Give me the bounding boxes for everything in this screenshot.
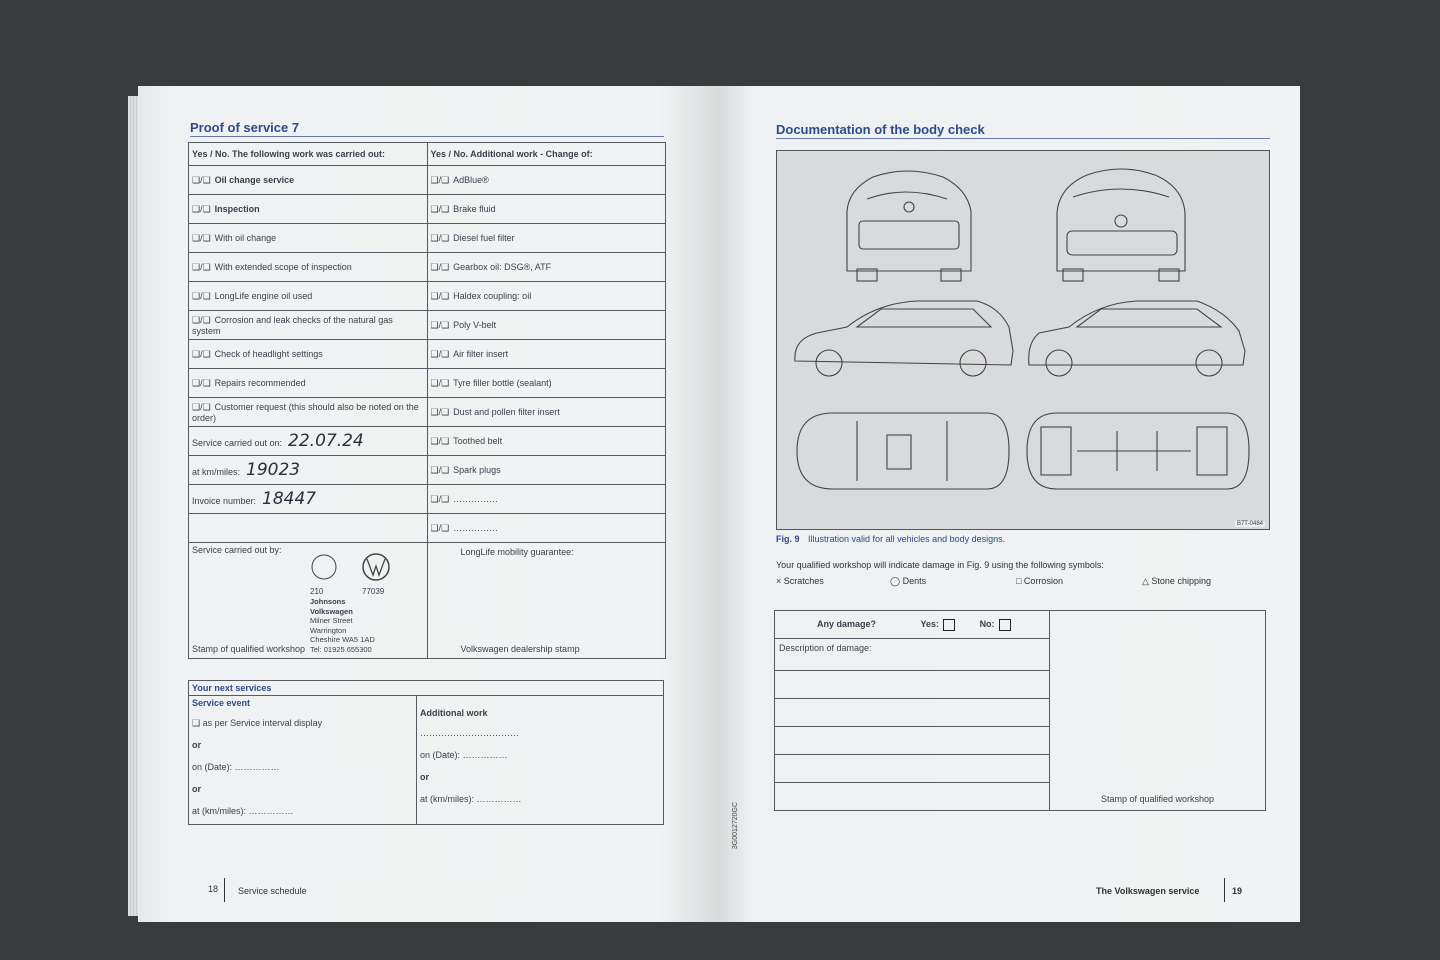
table-row	[189, 427, 666, 456]
checkbox-pair: ❑/❑	[430, 261, 450, 272]
next-line: on (Date): ……………	[420, 750, 508, 760]
col1-header: Yes / No. The following work was carried out:	[189, 143, 428, 166]
damage-table	[774, 610, 1266, 811]
dealer-stamp-area	[431, 543, 663, 658]
additional-work-label: Additional work	[420, 708, 488, 718]
symbol-dents: ◯ Dents	[890, 576, 927, 586]
row-label: Oil change service	[214, 174, 295, 185]
proof-of-service-title: Proof of service 7	[190, 120, 300, 135]
row-label: Customer request (this should also be noted on the order)	[192, 401, 419, 423]
yes-checkbox[interactable]	[943, 619, 955, 631]
checkbox-pair: ❑/❑	[430, 290, 450, 301]
row-label: Tyre filler bottle (sealant)	[453, 377, 552, 388]
table-row	[189, 514, 666, 543]
description-label: Description of damage:	[779, 643, 872, 653]
stamp-line: Tel: 01925 655300	[310, 644, 372, 654]
km-value: 19023	[246, 460, 301, 480]
checkbox-pair: ❑/❑	[192, 377, 211, 388]
row-label: ……………	[453, 493, 499, 504]
no-checkbox[interactable]	[999, 619, 1011, 631]
right-page-number: 19	[1232, 886, 1243, 896]
service-table	[188, 142, 666, 659]
side-code: 3G0012720GC	[732, 802, 739, 850]
checkbox-pair: ❑/❑	[192, 174, 211, 185]
stamp-line: Cheshire WA5 1AD	[310, 635, 375, 644]
next-left-lines	[192, 712, 413, 822]
row-label: Toothed belt	[453, 435, 503, 446]
title-rule	[776, 138, 1270, 139]
checkbox-pair: ❑/❑	[192, 401, 211, 412]
yes-label: Yes:	[920, 618, 940, 629]
checkbox-pair: ❑/❑	[430, 319, 450, 330]
checkbox-pair: ❑/❑	[430, 348, 450, 359]
row-label: Inspection	[214, 203, 260, 214]
checkbox-pair: ❑/❑	[192, 348, 211, 359]
longlife-label: LongLife mobility guarantee:	[460, 547, 574, 557]
stamp-row	[189, 543, 666, 659]
footer-divider	[1224, 878, 1225, 902]
table-row	[189, 485, 666, 514]
row-label: AdBlue®	[453, 174, 489, 185]
row-label: With oil change	[214, 232, 277, 243]
row-label: Brake fluid	[453, 203, 496, 214]
service-date-value: 22.07.24	[288, 431, 364, 451]
service-booklet	[138, 86, 1300, 922]
next-services-table	[188, 680, 664, 825]
figure-caption-text: Illustration valid for all vehicles and body designs.	[808, 534, 1006, 544]
left-page	[138, 86, 718, 922]
row-label: Gearbox oil: DSG®, ATF	[453, 261, 552, 272]
next-line: on (Date): ……………	[192, 762, 280, 772]
workshop-stamp-area	[192, 543, 424, 658]
row-label: Air filter insert	[453, 348, 509, 359]
stamp-label: Stamp of qualified workshop	[192, 644, 306, 654]
stamp-line: Volkswagen	[310, 606, 353, 616]
checkbox-pair: ❑/❑	[430, 203, 450, 214]
figure-code: B7T-0484	[1236, 521, 1263, 527]
invoice-label: Invoice number:	[192, 496, 257, 506]
next-right-lines	[420, 722, 660, 810]
table-row	[189, 311, 666, 340]
table-row	[189, 369, 666, 398]
table-row	[189, 340, 666, 369]
footer-divider	[224, 878, 225, 902]
next-line: or	[420, 772, 429, 782]
description-line	[775, 783, 1050, 811]
checkbox-pair: ❑/❑	[192, 261, 211, 272]
checkbox-pair: ❑/❑	[192, 290, 211, 301]
next-line: or	[192, 784, 201, 794]
checkbox-pair: ❑/❑	[192, 203, 211, 214]
no-label: No:	[979, 618, 995, 629]
row-label: Check of headlight settings	[214, 348, 323, 359]
service-date-label: Service carried out on:	[192, 438, 283, 448]
left-page-number: 18	[208, 884, 219, 894]
checkbox-pair: ❑/❑	[192, 232, 211, 243]
title-rule	[190, 136, 664, 137]
figure-label: Fig. 9	[776, 534, 800, 544]
km-label: at km/miles:	[192, 467, 241, 477]
symbol-scratches: × Scratches	[776, 576, 824, 586]
table-row	[189, 224, 666, 253]
dealer-stamp-label: Volkswagen dealership stamp	[460, 644, 580, 654]
next-line: at (km/miles): ……………	[420, 794, 522, 804]
row-label: With extended scope of inspection	[214, 261, 352, 272]
row-label: Dust and pollen filter insert	[453, 406, 560, 417]
carried-by-label: Service carried out by:	[192, 545, 282, 555]
table-row	[189, 253, 666, 282]
vehicle-outlines-icon	[777, 151, 1269, 529]
left-section: Service schedule	[238, 886, 307, 896]
workshop-stamp-label: Stamp of qualified workshop	[1100, 794, 1214, 804]
description-line	[775, 755, 1050, 783]
description-line	[775, 671, 1050, 699]
checkbox-pair: ❑/❑	[430, 464, 450, 475]
checkbox-pair: ❑/❑	[430, 435, 450, 446]
checkbox-pair: ❑/❑	[430, 377, 450, 388]
checkbox-pair: ❑/❑	[430, 232, 450, 243]
row-label: Poly V-belt	[453, 319, 497, 330]
stamp-line: Milner Street	[310, 616, 353, 625]
row-label: Spark plugs	[453, 464, 501, 475]
body-check-title: Documentation of the body check	[776, 122, 985, 137]
right-page	[718, 86, 1300, 922]
checkbox-pair: ❑/❑	[430, 406, 450, 417]
checkbox-pair: ❑/❑	[430, 174, 450, 185]
table-row	[189, 195, 666, 224]
figure-caption	[776, 534, 1005, 544]
any-damage-label: Any damage?	[817, 618, 877, 629]
symbols-intro: Your qualified workshop will indicate damage in Fig. 9 using the following symbols:	[776, 560, 1104, 570]
row-label: ……………	[453, 522, 499, 533]
row-label: Corrosion and leak checks of the natural gas system	[192, 314, 393, 336]
description-line	[775, 727, 1050, 755]
stamp-dealer-number: 210	[310, 587, 324, 596]
col2-header: Yes / No. Additional work - Change of:	[427, 143, 666, 166]
row-label: Haldex coupling: oil	[453, 290, 532, 301]
description-line	[775, 699, 1050, 727]
invoice-value: 18447	[262, 489, 317, 509]
stamp-logos-icon	[310, 551, 390, 585]
next-services-title: Your next services	[189, 681, 664, 696]
next-line: at (km/miles): ……………	[192, 806, 294, 816]
stamp-line: Johnsons	[310, 597, 346, 606]
vehicle-figure	[776, 150, 1270, 530]
stamp-line: Warrington	[310, 625, 347, 635]
checkbox-pair: ❑/❑	[192, 314, 211, 325]
row-label: Repairs recommended	[214, 377, 306, 388]
next-line: ……………………………	[420, 728, 519, 738]
symbol-corrosion: □ Corrosion	[1016, 576, 1063, 586]
table-row	[189, 282, 666, 311]
symbol-stone-chipping: △ Stone chipping	[1142, 576, 1211, 586]
row-label: Diesel fuel filter	[453, 232, 515, 243]
table-row	[189, 398, 666, 427]
table-row	[189, 166, 666, 195]
stamp-code: 77039	[362, 587, 385, 596]
stamp-address	[310, 597, 375, 654]
checkbox-pair: ❑/❑	[430, 493, 450, 504]
next-line: or	[192, 740, 201, 750]
row-label: LongLife engine oil used	[214, 290, 313, 301]
table-row	[189, 456, 666, 485]
next-line: ❑ as per Service interval display	[192, 718, 323, 728]
checkbox-pair: ❑/❑	[430, 522, 450, 533]
service-event-label: Service event	[192, 698, 251, 708]
right-section: The Volkswagen service	[1096, 886, 1200, 896]
